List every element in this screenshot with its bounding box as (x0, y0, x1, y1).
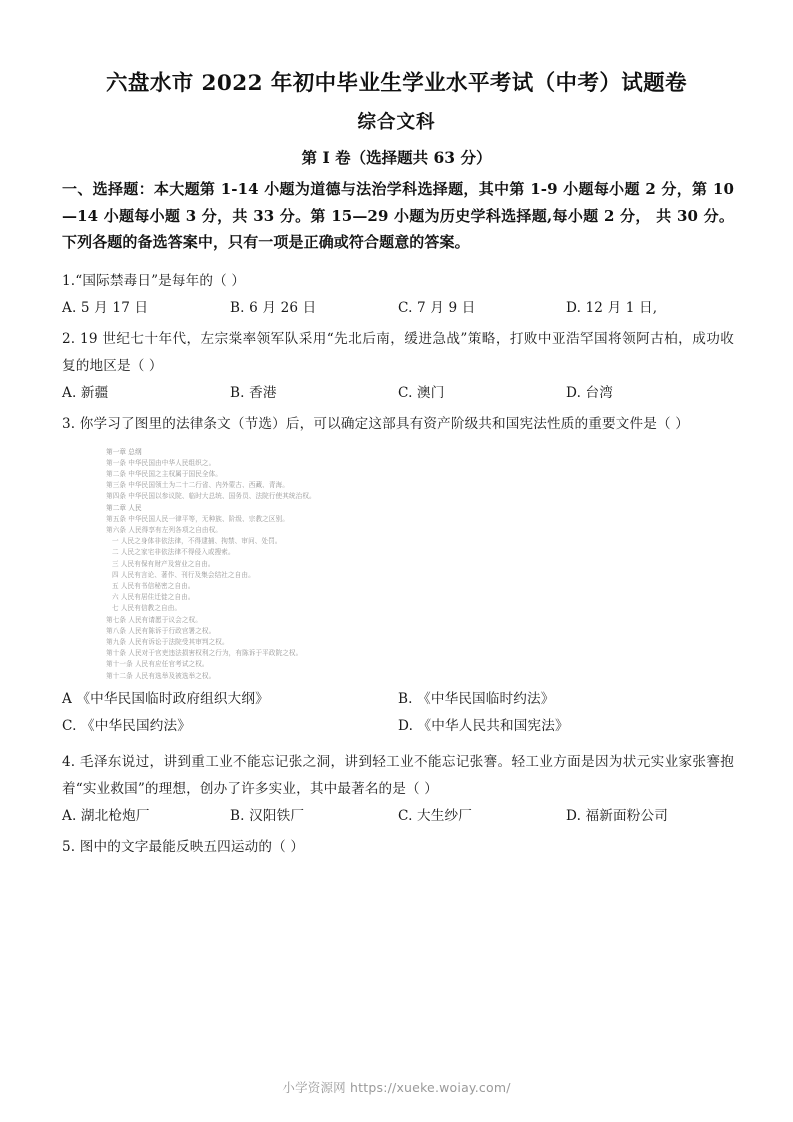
law-excerpt-line: 第一章 总纲 (106, 447, 142, 456)
instructions-paragraph: 一、选择题：本大题第 1-14 小题为道德与法治学科选择题，其中第 1-9 小题每小题 2 分，第 10—14 小题每小题 3 分，共 33 分。第 15—29 小题为历史学科选择题,每小题 2 分， 共 30 分。下列各题的备选答案中，只有一项是正确或符合题意的答案。 (62, 180, 734, 251)
law-excerpt-line: 第七条 人民有请愿于议会之权。 (106, 615, 202, 624)
option-4-d[interactable]: D. 福新面粉公司 (566, 807, 668, 824)
law-excerpt-line: 第十条 人民对于官吏违法损害权利之行为，有陈诉于平政院之权。 (106, 648, 303, 658)
option-1-a[interactable]: A. 5 月 17 日 (62, 299, 149, 316)
law-excerpt-line: 第十二条 人民有选举及被选举之权。 (106, 671, 216, 680)
law-excerpt-line: 五 人民有书信秘密之自由。 (112, 581, 195, 591)
option-2-c[interactable]: C. 澳门 (398, 384, 445, 401)
question-stem-4: 4. 毛泽东说过，讲到重工业不能忘记张之洞，讲到轻工业不能忘记张謇。轻工业方面是因为状元实业家张謇抱着“实业救国”的理想，创办了许多实业，其中最著名的是（ ） (62, 753, 734, 797)
law-excerpt-line: 七 人民有信教之自由。 (112, 604, 182, 613)
exam-content (62, 176, 734, 861)
option-row-2 (62, 380, 734, 407)
option-row-1 (62, 295, 734, 322)
option-1-c[interactable]: C. 7 月 9 日 (398, 299, 476, 316)
law-excerpt-line: 六 人民有居住迁徙之自由。 (112, 592, 195, 602)
option-4-a[interactable]: A. 湖北枪炮厂 (62, 807, 150, 824)
law-excerpt-line: 第六条 人民得享有左列各项之自由权。 (106, 525, 222, 535)
footer-watermark: 小学资源网 https://xueke.woiay.com/ (282, 1080, 511, 1095)
option-2-a[interactable]: A. 新疆 (62, 384, 109, 401)
subject-title: 综合文科 (357, 112, 436, 133)
law-excerpt-figure (106, 447, 446, 682)
law-excerpt-line: 三 人民有保有财产及营业之自由。 (112, 559, 215, 568)
law-excerpt-line: 第二章 人民 (106, 503, 142, 512)
law-excerpt-line: 第二条 中华民国之主权属于国民全体。 (106, 469, 222, 479)
section-heading: 第 I 卷（选择题共 63 分） (301, 148, 492, 167)
law-excerpt-line: 第八条 人民有陈诉于行政官署之权。 (106, 626, 216, 635)
option-row-3-top (62, 686, 734, 713)
option-row-4 (62, 803, 734, 830)
question-stem-2: 2. 19 世纪七十年代，左宗棠率领军队采用“先北后南，缓进急战”策略，打败中亚浩罕国将领阿古柏，成功收复的地区是（ ） (62, 330, 734, 374)
law-excerpt-line: 四 人民有言论、著作、刊行及集会结社之自由。 (112, 570, 255, 579)
question-stem-5: 5. 图中的文字最能反映五四运动的（ ） (62, 838, 305, 855)
option-4-b[interactable]: B. 汉阳铁厂 (230, 807, 305, 824)
law-excerpt-line: 第十一条 人民有应任官考试之权。 (106, 660, 209, 669)
page-title: 六盘水市 2022 年初中毕业生学业水平考试（中考）试题卷 (106, 71, 687, 96)
option-1-d[interactable]: D. 12 月 1 日, (566, 299, 658, 316)
law-excerpt-line: 第五条 中华民国人民一律平等，无种族、阶级、宗教之区别。 (106, 514, 289, 523)
question-stem-3: 3. 你学习了图里的法律条文（节选）后，可以确定这部具有资产阶级共和国宪法性质的重要文件是（ ） (62, 415, 689, 432)
law-excerpt-line: 第三条 中华民国领土为二十二行省、内外蒙古、西藏、青海。 (106, 480, 289, 490)
option-3-b[interactable]: B. 《中华民国临时约法》 (398, 690, 555, 707)
law-excerpt-line: 第四条 中华民国以参议院、临时大总统、国务员、法院行使其统治权。 (106, 492, 316, 501)
option-2-b[interactable]: B. 香港 (230, 384, 277, 401)
law-excerpt-line: 第九条 人民有诉讼于法院受其审判之权。 (106, 637, 229, 647)
law-excerpt-line: 一 人民之身体非依法律，不得逮捕、拘禁、审问、处罚。 (112, 536, 282, 546)
option-4-c[interactable]: C. 大生纱厂 (398, 807, 472, 824)
law-excerpt-line: 二 人民之家宅非依法律不得侵入或搜索。 (112, 548, 235, 557)
option-row-3-bottom (62, 713, 734, 740)
option-1-b[interactable]: B. 6 月 26 日 (230, 299, 317, 316)
option-3-a[interactable]: A 《中华民国临时政府组织大纲》 (62, 690, 269, 707)
question-stem-1: 1.“国际禁毒日”是每年的（ ） (62, 272, 246, 289)
option-2-d[interactable]: D. 台湾 (566, 384, 613, 401)
option-3-d[interactable]: D. 《中华人民共和国宪法》 (398, 717, 569, 734)
law-excerpt-line: 第一条 中华民国由中华人民组织之。 (106, 458, 216, 467)
option-3-c[interactable]: C. 《中华民国约法》 (62, 717, 191, 734)
